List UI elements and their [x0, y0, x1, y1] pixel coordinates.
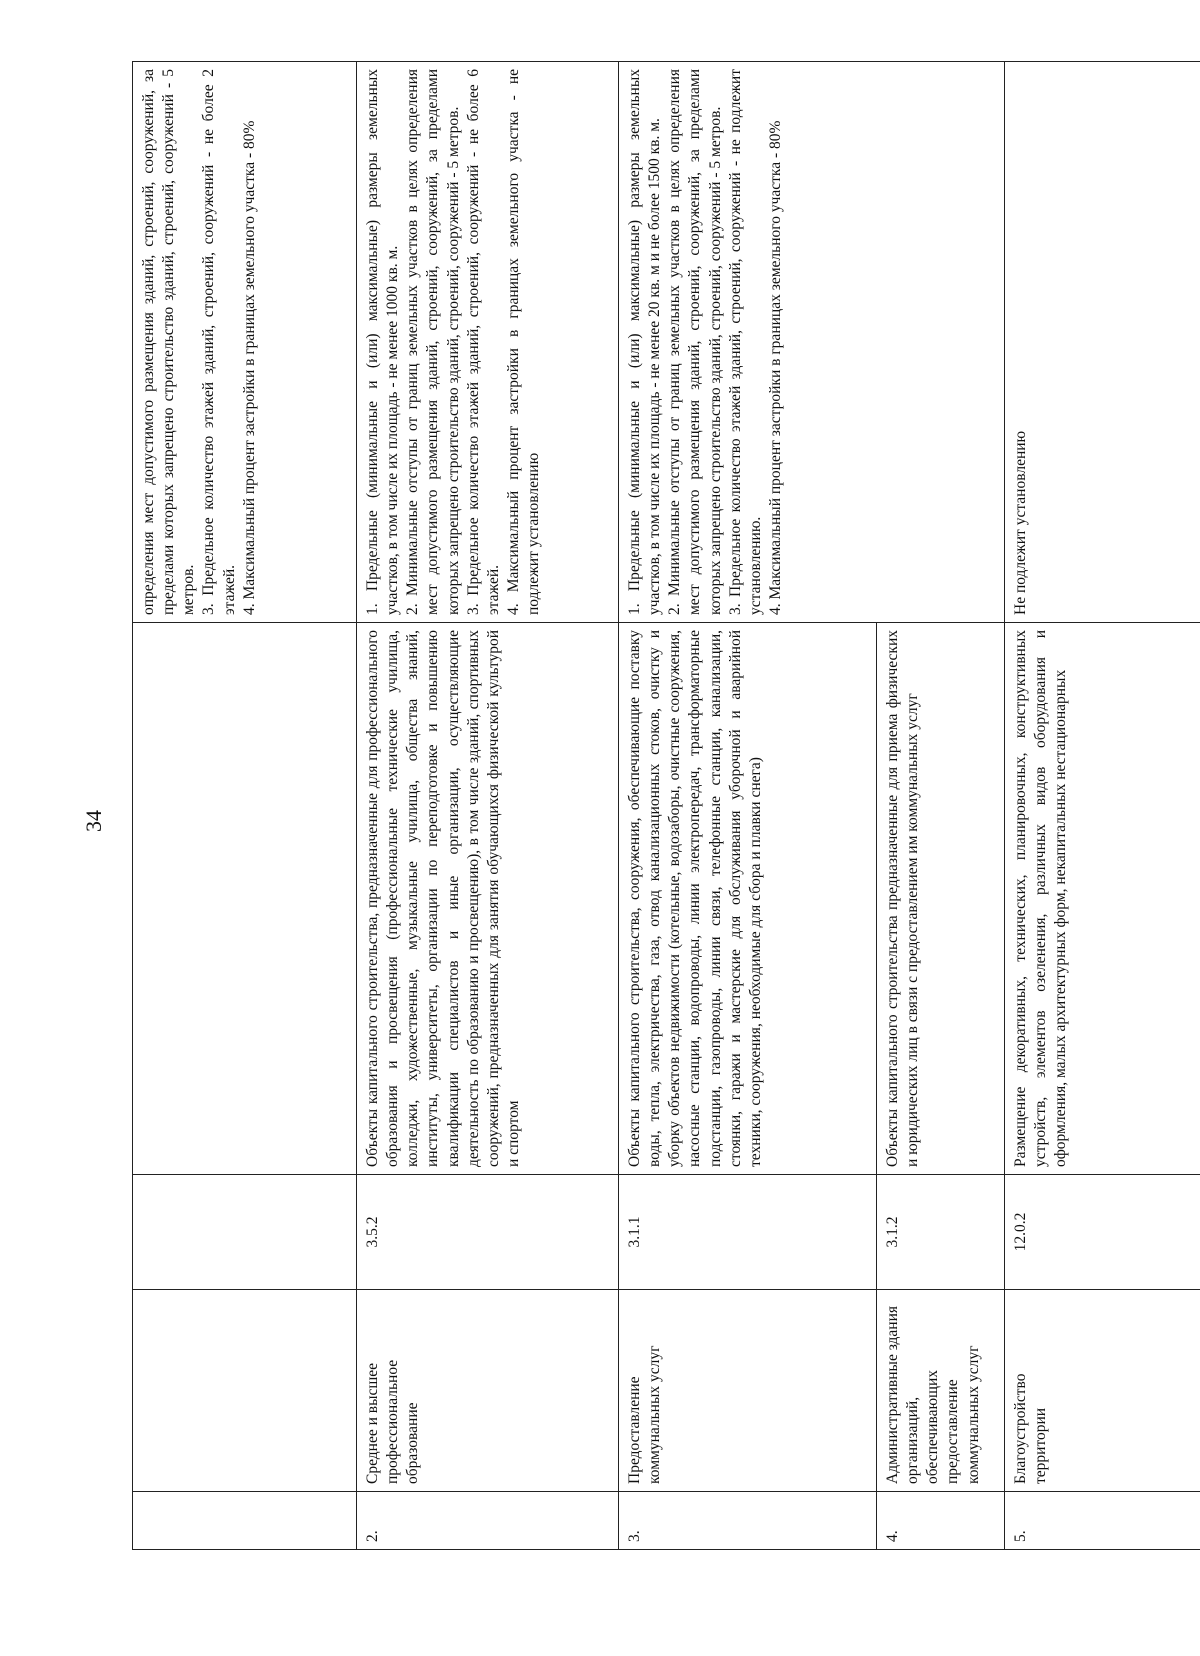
row-number: 3. — [619, 1492, 877, 1550]
use-code — [133, 1175, 357, 1290]
use-code: 3.1.2 — [877, 1175, 1005, 1290]
table-row — [357, 62, 619, 1550]
use-name: Благоустройство территории — [1005, 1290, 1200, 1492]
use-description: Объекты капитального строительства, предназначенные для профессионального образования и просвещения (профессиональные технические училища, колледжи, художественные, музыкальные училища, общества знаний, институты, университеты, организации по переподготовке и повышению квалификации специалистов и иные организации, осуществляющие деятельность по образованию и просвещению), в том числе зданий, спортивных сооружений, предназначенных для занятия обучающихся физической культурой и спортом — [357, 623, 619, 1175]
parameter-item: 4. Максимальный процент застройки в границах земельного участка - 80% — [766, 120, 784, 615]
parameter-item: 3. Предельное количество этажей зданий, строений, сооружений - не подлежит установлению. — [726, 69, 764, 615]
parameter-item: 2. Минимальные отступы от границ земельных участков в целях определения мест допустимого размещения зданий, строений, сооружений, за пределами которых запрещено строительство зданий, строений, сооружений - 5 метров. — [666, 69, 724, 615]
parameter-item: 3. Предельное количество этажей зданий, строений, сооружений - не более 2 этажей. — [200, 69, 238, 615]
rotated-table-inner — [132, 62, 1200, 1550]
land-use-table — [132, 61, 1200, 1550]
parameter-item: определения мест допустимого размещения зданий, строений, сооружений, за пределами которых запрещено строительство зданий, строений, сооружений - 5 метров. — [140, 69, 198, 615]
row-number: 4. — [877, 1492, 1005, 1550]
table-row — [133, 62, 357, 1550]
table-row — [1005, 62, 1200, 1550]
parameter-item: 2. Минимальные отступы от границ земельных участков в целях определения мест допустимого размещения зданий, строений, сооружений, за пределами которых запрещено строительство зданий, строений, сооружений - 5 метров. — [404, 69, 462, 615]
row-number: 2. — [357, 1492, 619, 1550]
use-description — [133, 623, 357, 1175]
use-name: Среднее и высшее профессиональное образование — [357, 1290, 619, 1492]
parameter-item: 1. Предельные (минимальные и (или) максимальные) размеры земельных участков, в том числе их площадь - не менее 20 кв. м и не более 1500 кв. м. — [626, 69, 664, 615]
use-name — [133, 1290, 357, 1492]
parameters-cell — [1005, 62, 1200, 623]
use-description: Объекты капитального строительства предназначенные для приема физических и юридических лиц в связи с предоставлением им коммунальных услуг — [877, 623, 1005, 1175]
table-row — [619, 62, 877, 1550]
parameters-cell — [133, 62, 357, 623]
use-code: 3.1.1 — [619, 1175, 877, 1290]
use-name: Предоставление коммунальных услуг — [619, 1290, 877, 1492]
use-code: 12.0.2 — [1005, 1175, 1200, 1290]
parameter-item: 3. Предельное количество этажей зданий, строений, сооружений - не более 6 этажей. — [464, 69, 502, 615]
parameter-item: 4. Максимальный процент застройки в границах земельного участка - не подлежит установлению — [504, 69, 543, 615]
rotated-table-container — [132, 62, 1200, 1542]
parameters-cell — [619, 62, 1005, 623]
use-code: 3.5.2 — [357, 1175, 619, 1290]
use-name: Административные здания организаций, обеспечивающих предоставление коммунальных услуг — [877, 1290, 1005, 1492]
page-number: 34 — [81, 810, 106, 832]
row-number: 5. — [1005, 1492, 1200, 1550]
parameter-item: Не подлежит установлению — [1012, 430, 1029, 615]
use-description: Размещение декоративных, технических, планировочных, конструктивных устройств, элементов озеленения, различных видов оборудования и оформления, малых архитектурных форм, некапитальных нестационарных — [1005, 623, 1200, 1175]
parameter-item: 1. Предельные (минимальные и (или) максимальные) размеры земельных участков, в том числе их площадь - не менее 1000 кв. м. — [364, 69, 402, 615]
use-description: Объекты капитального строительства, сооружения, обеспечивающие поставку воды, тепла, электричества, газа, отвод канализационных стоков, очистку и уборку объектов недвижимости (котельные, водозаборы, очистные сооружения, насосные станции, водопроводы, линии электропередач, трансформаторные подстанции, газопроводы, линии связи, телефонные станции, канализации, стоянки, гаражи и мастерские для обслуживания уборочной и аварийной техники, сооружения, необходимые для сбора и плавки снега) — [619, 623, 877, 1175]
parameter-item: 4. Максимальный процент застройки в границах земельного участка - 80% — [240, 120, 258, 615]
parameters-cell — [357, 62, 619, 623]
row-number — [133, 1492, 357, 1550]
